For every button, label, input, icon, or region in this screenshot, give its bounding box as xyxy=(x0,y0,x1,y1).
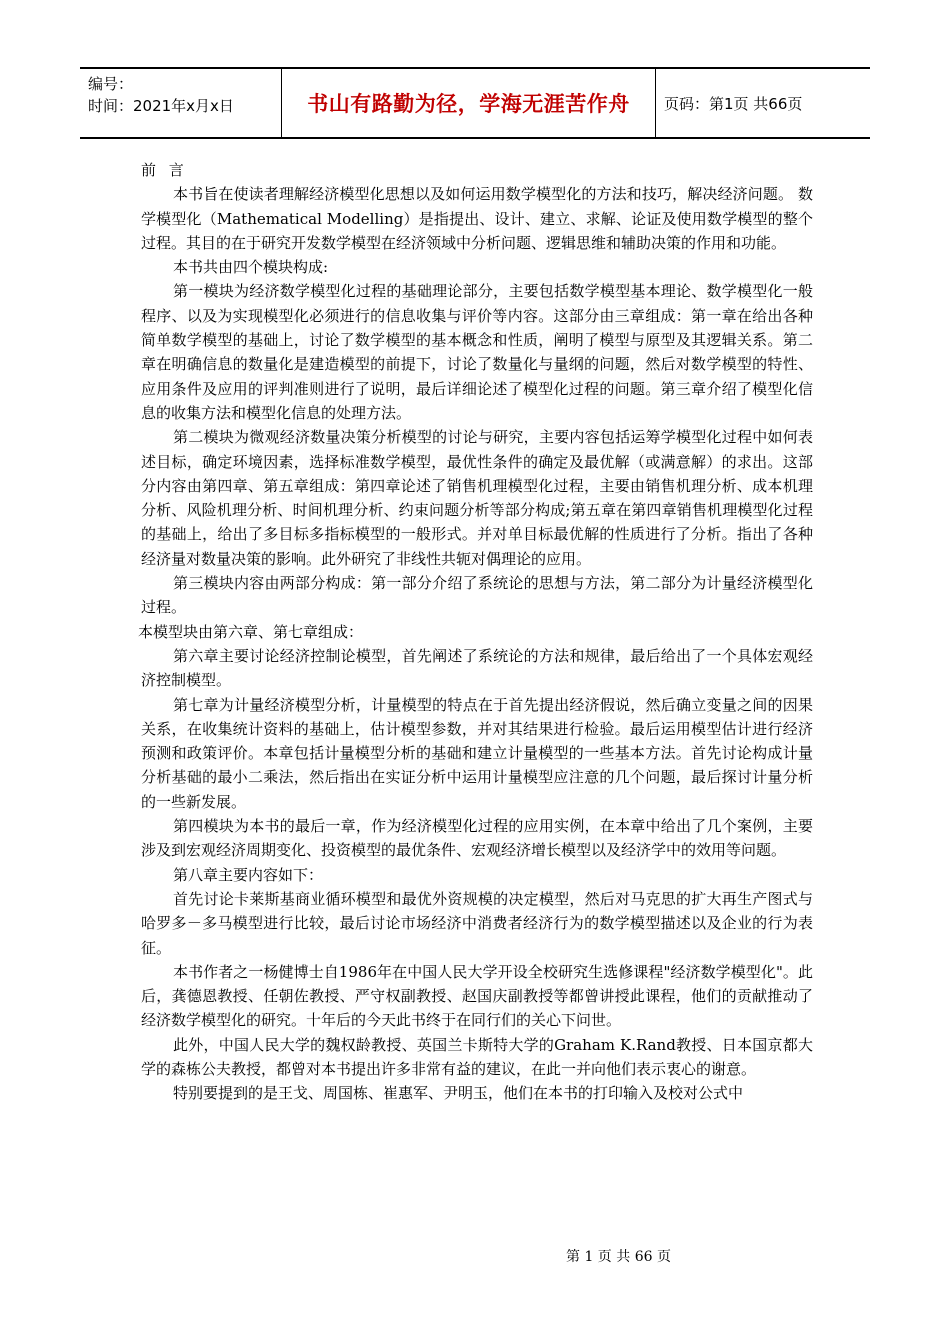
time-label: 时间：2021年x月x日 xyxy=(88,97,234,115)
paragraph: 本模型块由第六章、第七章组成： xyxy=(138,622,364,641)
page-footer: 第 1 页 共 66 页 xyxy=(566,1249,671,1265)
paragraph: 本书作者之一杨健博士自1986年在中国人民大学开设全校研究生选修课程"经济数学模型化"。此后，龚德恩教授、任朝佐教授、严守权副教授、赵国庆副教授等都曾讲授此课程，他们的贡献推动了经济数学模型化的研究。十年后的今天此书终于在同行们的关心下问世。 xyxy=(141,962,813,1030)
paragraph: 第八章主要内容如下： xyxy=(173,865,324,884)
paragraph: 首先讨论卡莱斯基商业循环模型和最优外资规模的决定模型，然后对马克思的扩大再生产图式与哈罗多－多马模型进行比较，最后讨论市场经济中消费者经济行为的数学模型描述以及企业的行为表征。 xyxy=(141,889,813,957)
header-motto: 书山有路勤为径，学海无涯苦作舟 xyxy=(282,69,656,137)
header-meta xyxy=(80,69,282,137)
paragraph: 第二模块为微观经济数量决策分析模型的讨论与研究，主要内容包括运筹学模型化过程中如何表述目标，确定环境因素，选择标准数学模型，最优性条件的确定及最优解（或满意解）的求出。这部分内容由第四章、第五章组成：第四章论述了销售机理模型化过程，主要由销售机理分析、成本机理分析、风险机理分析、时间机理分析、约束问题分析等部分构成;第五章在第四章销售机理模型化过程的基础上，给出了多目标多指标模型的一般形式。并对单目标最优解的性质进行了分析。指出了各种经济量对数量决策的影响。此外研究了非线性共轭对偶理论的应用。 xyxy=(141,428,813,568)
paragraph: 第四模块为本书的最后一章，作为经济模型化过程的应用实例，在本章中给出了几个案例，主要涉及到宏观经济周期变化、投资模型的最优条件、宏观经济增长模型以及经济学中的效用等问题。 xyxy=(141,817,813,860)
paragraph: 第七章为计量经济模型分析，计量模型的特点在于首先提出经济假说，然后确立变量之间的因果关系，在收集统计资料的基础上，估计模型参数，并对其结果进行检验。最后运用模型估计进行经济预测和政策评价。本章包括计量模型分析的基础和建立计量模型的一些基本方法。首先讨论构成计量分析基础的最小二乘法，然后指出在实证分析中运用计量模型应注意的几个问题，最后探讨计量分析的一些新发展。 xyxy=(141,695,813,811)
section-title: 前 言 xyxy=(141,161,188,179)
header-table xyxy=(80,67,870,139)
document-body xyxy=(138,158,813,1106)
paragraph: 本书旨在使读者理解经济模型化思想以及如何运用数学模型化的方法和技巧，解决经济问题。 数学模型化（Mathematical Modelling）是指提出、设计、建立、求解、论证及使用数学模型的整个过程。其目的在于研究开发数学模型在经济领域中分析问题、逻辑思维和辅助决策的作用和功能。 xyxy=(141,185,813,252)
paragraph: 第一模块为经济数学模型化过程的基础理论部分，主要包括数学模型基本理论、数学模型化一般程序、以及为实现模型化必须进行的信息收集与评价等内容。这部分由三章组成：第一章在给出各种简单数学模型的基础上，讨论了数学模型的基本概念和性质，阐明了模型与原型及其逻辑关系。第二章在明确信息的数量化是建造模型的前提下，讨论了数量化与量纲的问题，然后对数学模型的特性、应用条件及应用的评判准则进行了说明，最后详细论述了模型化过程的问题。第三章介绍了模型化信息的收集方法和模型化信息的处理方法。 xyxy=(141,282,813,422)
header-page-label: 页码：第1页 共66页 xyxy=(664,94,803,113)
number-label: 编号： xyxy=(88,75,134,93)
paragraph: 此外，中国人民大学的魏权龄教授、英国兰卡斯特大学的Graham K.Rand教授、日本国京都大学的森栋公夫教授，都曾对本书提出许多非常有益的建议，在此一并向他们表示衷心的谢意。 xyxy=(141,1035,813,1078)
paragraph: 特别要提到的是王戈、周国栋、崔惠军、尹明玉，他们在本书的打印输入及校对公式中 xyxy=(173,1084,744,1103)
paragraph: 第三模块内容由两部分构成：第一部分介绍了系统论的思想与方法，第二部分为计量经济模型化过程。 xyxy=(141,574,813,617)
paragraph: 本书共由四个模块构成: xyxy=(173,258,329,277)
paragraph: 第六章主要讨论经济控制论模型，首先阐述了系统论的方法和规律，最后给出了一个具体宏观经济控制模型。 xyxy=(141,646,813,690)
